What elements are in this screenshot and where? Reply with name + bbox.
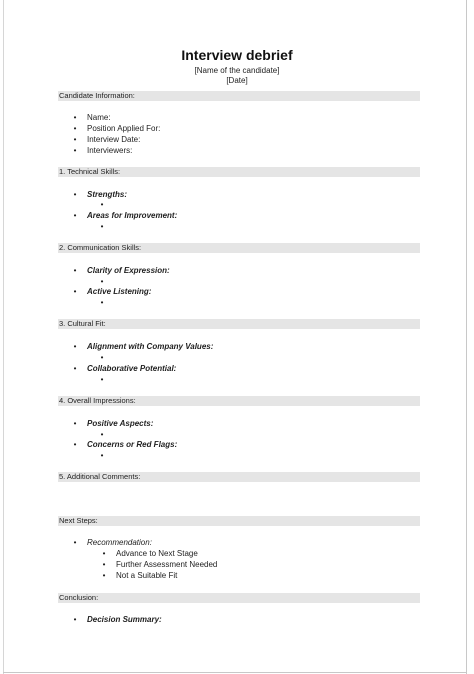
candidate-name-placeholder[interactable]: [Name of the candidate] (194, 66, 280, 75)
section-heading-communication-skills[interactable]: 2. Communication Skills: (58, 243, 420, 253)
list-item-label: Interview Date: (87, 135, 141, 144)
list-item-label: Position Applied For: (87, 124, 161, 133)
bullet-icon: • (73, 538, 77, 547)
list-item-label: Interviewers: (87, 146, 133, 155)
empty-sub-bullet[interactable]: • (100, 200, 104, 209)
section-heading-technical-skills[interactable]: 1. Technical Skills: (58, 167, 420, 177)
empty-sub-bullet[interactable]: • (100, 375, 104, 384)
page-right-edge (466, 0, 467, 674)
document-title[interactable]: Interview debrief (181, 47, 293, 63)
section-heading-next-steps[interactable]: Next Steps: (58, 516, 420, 526)
bullet-icon: • (73, 135, 77, 144)
page-left-edge (3, 0, 4, 674)
bullet-icon: • (73, 615, 77, 624)
empty-sub-bullet[interactable]: • (100, 222, 104, 231)
list-item-label: Name: (87, 113, 111, 122)
list-item-label: Recommendation: (87, 538, 152, 547)
list-item-label: Strengths: (87, 190, 127, 199)
list-item-label: Decision Summary: (87, 615, 162, 624)
bullet-icon: • (73, 124, 77, 133)
bullet-icon: • (102, 571, 106, 580)
option-label: Advance to Next Stage (116, 549, 198, 558)
section-heading-candidate-information[interactable]: Candidate Information: (58, 91, 420, 101)
list-item-label: Active Listening: (87, 287, 152, 296)
empty-sub-bullet[interactable]: • (100, 298, 104, 307)
bullet-icon: • (73, 364, 77, 373)
empty-sub-bullet[interactable]: • (100, 353, 104, 362)
bullet-icon: • (73, 287, 77, 296)
list-item-label: Areas for Improvement: (87, 211, 178, 220)
list-item-label: Concerns or Red Flags: (87, 440, 178, 449)
bullet-icon: • (73, 211, 77, 220)
page-bottom-edge (3, 672, 467, 673)
section-heading-additional-comments[interactable]: 5. Additional Comments: (58, 472, 420, 482)
bullet-icon: • (73, 266, 77, 275)
bullet-icon: • (73, 440, 77, 449)
list-item-label: Clarity of Expression: (87, 266, 170, 275)
section-heading-overall-impressions[interactable]: 4. Overall Impressions: (58, 396, 420, 406)
bullet-icon: • (102, 560, 106, 569)
list-item-label: Collaborative Potential: (87, 364, 177, 373)
section-heading-cultural-fit[interactable]: 3. Cultural Fit: (58, 319, 420, 329)
bullet-icon: • (73, 113, 77, 122)
bullet-icon: • (73, 190, 77, 199)
empty-sub-bullet[interactable]: • (100, 277, 104, 286)
bullet-icon: • (73, 342, 77, 351)
bullet-icon: • (73, 146, 77, 155)
empty-sub-bullet[interactable]: • (100, 451, 104, 460)
empty-sub-bullet[interactable]: • (100, 430, 104, 439)
option-label: Further Assessment Needed (116, 560, 218, 569)
bullet-icon: • (102, 549, 106, 558)
bullet-icon: • (73, 419, 77, 428)
list-item-label: Positive Aspects: (87, 419, 154, 428)
date-placeholder[interactable]: [Date] (226, 76, 248, 85)
section-heading-conclusion[interactable]: Conclusion: (58, 593, 420, 603)
list-item-label: Alignment with Company Values: (87, 342, 214, 351)
option-label: Not a Suitable Fit (116, 571, 178, 580)
